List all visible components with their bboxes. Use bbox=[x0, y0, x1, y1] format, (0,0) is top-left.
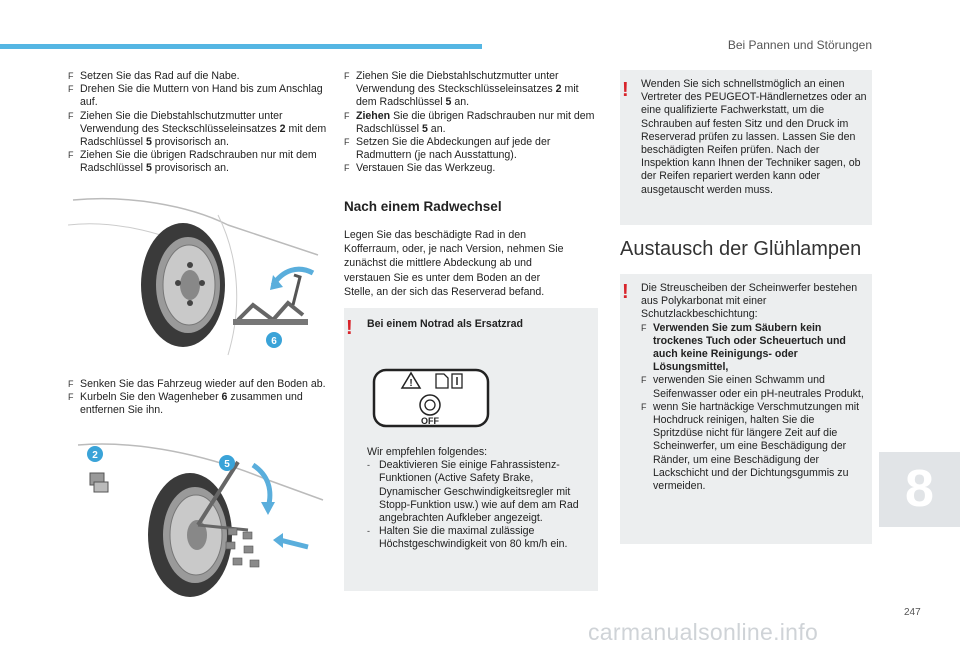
page-number: 247 bbox=[904, 607, 921, 618]
warning-icon: ! bbox=[346, 317, 353, 339]
svg-text:6: 6 bbox=[271, 336, 277, 347]
bullet-icon: F bbox=[68, 379, 74, 389]
bullet-icon: F bbox=[68, 71, 74, 81]
list-item: F Ziehen Sie die Diebstahlschutzmutter unter Verwendung des Steckschlüsseleinsatzes 2 mit dem Radschlüssel 5 an. bbox=[344, 70, 579, 109]
box-title: Bei einem Notrad als Ersatzrad bbox=[367, 318, 524, 330]
bullet-icon: F bbox=[641, 375, 647, 386]
list-item: F Senken Sie das Fahrzeug wieder auf den Boden ab. bbox=[68, 378, 326, 390]
wheel-jack-illustration bbox=[68, 195, 330, 360]
bullet-icon: F bbox=[641, 322, 647, 333]
watermark: carmanualsonline.info bbox=[588, 619, 819, 645]
section-heading: Nach einem Radwechsel bbox=[344, 199, 502, 214]
bullet-icon: F bbox=[641, 401, 647, 412]
col2-steps bbox=[344, 70, 602, 176]
box-text: Wir empfehlen folgendes: - Deaktivieren Sie einige Fahrassistenz-Funktionen (Active Safety Brake, Dynamischer Geschwindigkeitsregler mit Stopp-Funktion usw.) wie auf dem am Rad angebrachten Aufkleber angezeigt. - Halten Sie die maximal zulässige Höchstgeschwindigkeit von 80 km/h ein. bbox=[367, 446, 593, 552]
col1-steps-top bbox=[68, 70, 330, 176]
bullet-icon: F bbox=[344, 137, 350, 148]
warning-icon: ! bbox=[622, 79, 629, 101]
bullet-icon: F bbox=[68, 110, 74, 121]
bullet-icon: F bbox=[344, 71, 350, 81]
paragraph: Legen Sie das beschädigte Rad in den Kofferraum, oder, je nach Version, nehmen Sie zunächst die mittlere Abdeckung ab und verstauen Sie es unter dem Boden an der Stelle, an der sich das Reserverad befand. bbox=[344, 229, 564, 298]
svg-text:!: ! bbox=[409, 378, 413, 389]
warning-lenses-text: Die Streuscheiben der Scheinwerfer bestehen aus Polykarbonat mit einer Schutzlackbeschichtung: F Verwenden Sie zum Säubern kein trockenes Tuch oder Scheuertuch und auch keine Reinigungs- oder Lösungsmittel, F verwenden Sie einen Schwamm und Seifenwasser oder ein pH-neutrales Produkt, F wenn Sie hartnäckige Verschmutzungen mit Hochdruck reinigen, halten Sie die Spritzdüse nicht für längere Zeit auf die Scheinwerfer, um eine Beschädigung der Ränder, um eine Beschädigung der Lackschicht und der Dichtungsgummis zu vermeiden. bbox=[641, 282, 867, 493]
list-item: F Verwenden Sie zum Säubern kein trockenes Tuch oder Scheuertuch und auch keine Reinigungs- oder Lösungsmittel, bbox=[641, 321, 846, 374]
list-item: F Setzen Sie die Abdeckungen auf jede der Radmuttern (je nach Ausstattung). bbox=[344, 136, 551, 162]
col1-steps-mid bbox=[68, 378, 330, 418]
bullet-icon: F bbox=[344, 110, 350, 121]
list-item: F Drehen Sie die Muttern von Hand bis zum Anschlag auf. bbox=[68, 83, 323, 109]
list-item: F Ziehen Sie die übrigen Radschrauben nur mit dem Radschlüssel 5 an. bbox=[344, 109, 595, 135]
list-item: - Deaktivieren Sie einige Fahrassistenz-Funktionen (Active Safety Brake, Dynamischer Geschwindigkeitsregler mit Stopp-Funktion usw.) wie auf dem am Rad angebrachten Aufkleber angezeigt. bbox=[367, 459, 579, 525]
header-accent-bar bbox=[0, 44, 482, 49]
list-item: F verwenden Sie einen Schwamm und Seifenwasser oder ein pH-neutrales Produkt, bbox=[641, 374, 864, 400]
svg-text:5: 5 bbox=[224, 459, 230, 470]
chapter-tab: 8 bbox=[879, 452, 960, 527]
list-item: F Ziehen Sie die übrigen Radschrauben nur mit dem Radschlüssel 5 provisorisch an. bbox=[68, 149, 317, 175]
warning-icon: ! bbox=[622, 281, 629, 303]
bullet-icon: F bbox=[68, 84, 74, 95]
list-item: F Ziehen Sie die Diebstahlschutzmutter unter Verwendung des Steckschlüsseleinsatzes 2 mit dem Radschlüssel 5 provisorisch an. bbox=[68, 109, 327, 149]
section-title: Austausch der Glühlampen bbox=[620, 238, 862, 260]
svg-text:OFF: OFF bbox=[421, 416, 439, 426]
bullet-icon: F bbox=[68, 150, 74, 161]
header-title: Bei Pannen und Störungen bbox=[727, 38, 872, 52]
warning-text: Wenden Sie sich schnellstmöglich an einen Vertreter des PEUGEOT-Händlernetzes oder an eine qualifizierte Fachwerkstatt, um die Schrauben auf festen Sitz und den Druck im Reserverad prüfen zu lassen. Lassen Sie den beschädigten Reifen prüfen. Nach der Inspektion kann Ihnen der Techniker sagen, ob der Reifen repariert werden kann oder ausgetauscht werden muss. bbox=[641, 78, 867, 196]
sticker-illustration bbox=[372, 368, 490, 428]
list-item: F Kurbeln Sie den Wagenheber 6 zusammen und entfernen Sie ihn. bbox=[68, 391, 303, 417]
bullet-icon: F bbox=[344, 163, 350, 174]
list-item: - Halten Sie die maximal zulässige Höchstgeschwindigkeit von 80 km/h ein. bbox=[367, 525, 568, 551]
list-item: F Setzen Sie das Rad auf die Nabe. bbox=[68, 70, 240, 82]
bullet-icon: F bbox=[68, 392, 74, 403]
list-item: F wenn Sie hartnäckige Verschmutzungen mit Hochdruck reinigen, halten Sie die Spritzdüse nicht für längere Zeit auf die Scheinwerfer, um eine Beschädigung der Ränder, um eine Beschädigung der Lackschicht und der Dichtungsgummis zu vermeiden. bbox=[641, 400, 860, 493]
list-item: F Verstauen Sie das Werkzeug. bbox=[344, 162, 496, 175]
wheel-wrench-illustration bbox=[68, 440, 330, 605]
svg-text:2: 2 bbox=[92, 450, 98, 461]
